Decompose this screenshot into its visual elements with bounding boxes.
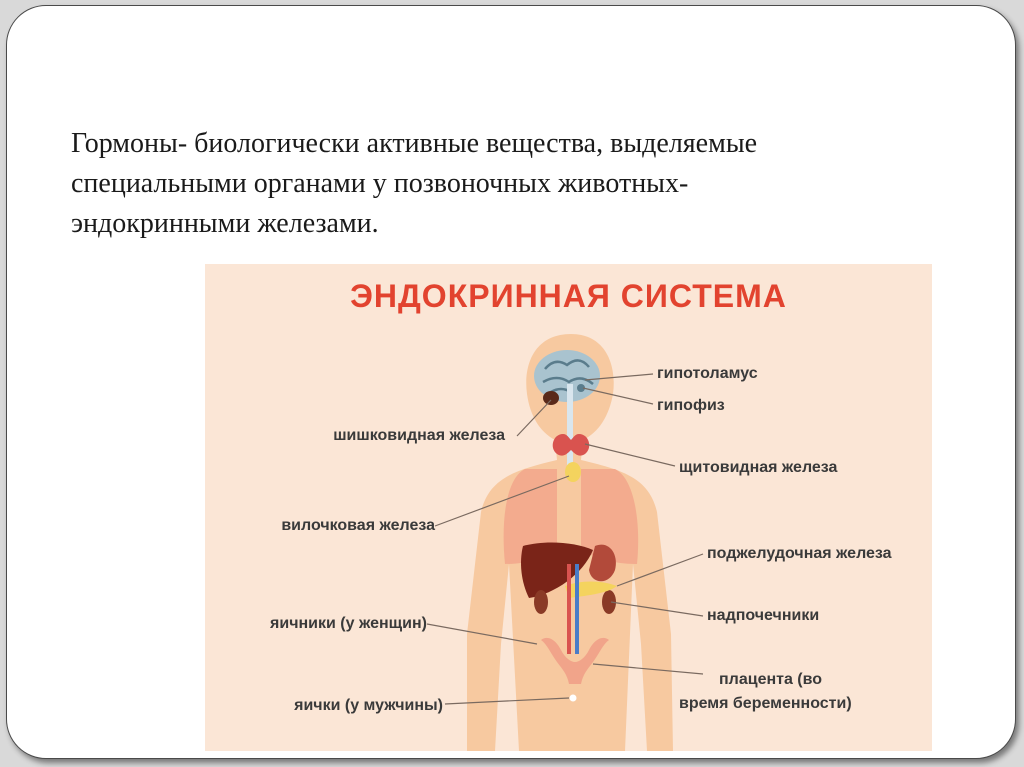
pineal-gland <box>543 391 559 405</box>
thymus <box>565 462 581 482</box>
definition-line-1: Гормоны- биологически активные вещества, выделяемые <box>71 128 758 159</box>
label-pineal-gland: шишковидная железа <box>333 427 505 444</box>
definition-line-2: специальными органами у позвоночных животных- <box>71 168 689 199</box>
label-adrenals: надпочечники <box>707 607 820 624</box>
body-illustration <box>205 264 932 751</box>
label-ovaries: яичники (у женщин) <box>270 615 427 632</box>
label-pancreas: поджелудочная железа <box>707 545 892 562</box>
slide <box>6 5 1016 759</box>
label-placenta-line-2: время беременности) <box>679 695 852 712</box>
definition-line-3: эндокринными железами. <box>71 208 379 239</box>
label-pituitary: гипофиз <box>657 397 725 414</box>
label-thymus: вилочковая железа <box>281 517 435 534</box>
testes <box>570 695 577 702</box>
label-placenta-line-1: плацента (во <box>719 671 823 688</box>
label-hypothalamus: гипотоламус <box>657 365 758 382</box>
label-testes: яички (у мужчины) <box>294 697 443 714</box>
endocrine-system-figure <box>205 264 932 751</box>
label-thyroid: щитовидная железа <box>679 459 838 476</box>
definition-text <box>71 124 971 244</box>
figure-title: ЭНДОКРИННАЯ СИСТЕМА <box>350 278 787 314</box>
